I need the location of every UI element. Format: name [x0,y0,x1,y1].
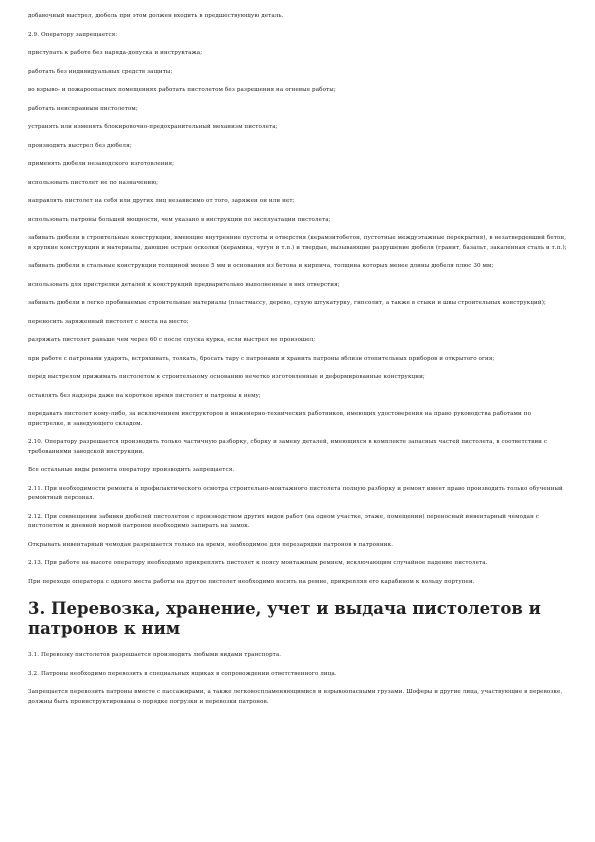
paragraph: перед выстрелом прижимать пистолетом к строительному основанию нечетко изготовленные и деформированные конструкции; [28,374,425,380]
section-3-heading: 3. Перевозка, хранение, учет и выдача пистолетов и патронов к ним [28,599,541,638]
paragraph: 2.12. При совмещении забивки дюбелей пистолетом с производством других видов работ (на одном участке, этаже, помещении) переносный инвентарный чемодан с пистолетом и дневной нормой патронов необходимо запирать на замок. [28,513,540,529]
paragraph: приступать к работе без наряда-допуска и инструктажа; [28,50,203,56]
paragraph: 2.13. При работе на высоте оператору необходимо прикреплять пистолет к поясу монтажным ремнем, исключающим случайное падение пистолета. [28,560,488,566]
paragraph: При переходе оператора с одного места работы на другое пистолет необходимо носить на ремне, прикрепляя его карабином к кольцу портупеи. [28,578,475,585]
paragraph: забивать дюбели в строительные конструкции, имеющие внутренние пустоты и отверстия (керамзитобетон, пустотные междуэтажные перекрытия), в незатвердевший бетон, в хрупкие конструкции и материалы, дающие острые осколки (керамика, чугун и т.п.) и твердые, вызывающие разрушение дюбеля (гранит, базальт, закаленная сталь и т.п.); [28,235,567,251]
paragraph: Запрещается перевозить патроны вместе с пассажирами, а также легковоспламеняющимися и взрывоопасными грузами. Шоферы и другие лица, участвующие в перевозке, должны быть проинструктированы о порядке погрузки и перевозки патронов. [28,689,563,705]
paragraph: добавочный выстрел, дюбель при этом должен входить в предшествующую деталь. [28,13,284,19]
paragraph: при работе с патронами ударять, встряхивать, толкать, бросать тару с патронами и хранить патроны вблизи отопительных приборов и открытого огня; [28,355,495,362]
paragraph: работать неисправным пистолетом; [28,105,138,112]
paragraph: забивать дюбели в стальные конструкции толщиной менее 5 мм и основания из бетона и кирпича, толщина которых менее длины дюбеля плюс 30 мм; [28,263,494,269]
paragraph: использовать для пристрелки деталей к конструкций предварительно выполненные в них отверстия; [28,281,340,288]
paragraph: Открывать инвентарный чемодан разрешается только на время, необходимое для перезарядки патронов в патронник. [28,541,394,548]
paragraph: 2.9. Оператору запрещается: [28,31,118,38]
paragraph: 3.2. Патроны необходимо перевозить в специальных ящиках в сопровождении ответственного лица. [28,670,337,677]
paragraph: забивать дюбели в легко пробиваемые строительные материалы (пластмассу, дерево, сухую штукатурку, гипсолит, а также в стыки и швы строительных конструкций); [28,300,546,306]
section-3-text [28,651,567,707]
paragraph: во взрыво- и пожароопасных помещениях работать пистолетом без разрешения на огневые работы; [28,87,336,93]
paragraph: работать без индивидуальных средств защиты; [28,68,173,75]
paragraph: передавать пистолет кому-либо, за исключением инструкторов и инженерно-технических работников, имеющих удостоверения на право руководства работами по пристрелке, и заведующего складом. [28,411,532,427]
section-2-text [28,12,567,587]
paragraph: направлять пистолет на себя или других лиц независимо от того, заряжен он или нет; [28,198,295,204]
paragraph: переносить заряженный пистолет с места на место; [28,318,189,325]
paragraph: оставлять без надзора даже на короткое время пистолет и патроны к нему; [28,392,261,399]
paragraph: использовать пистолет не по назначению; [28,179,159,186]
paragraph: применять дюбели незаводского изготовления; [28,161,175,167]
paragraph: 3.1. Перевозку пистолетов разрешается производить любыми видами транспорта. [28,652,282,658]
paragraph: 2.11. При необходимости ремонта и профилактического осмотра строительно-монтажного пистолета полную разборку и ремонт имеет право производить только обученный ремонтный персонал. [28,485,563,501]
paragraph: использовать патроны большей мощности, чем указано в инструкции по эксплуатации пистолета; [28,216,331,223]
paragraph: производить выстрел без дюбеля; [28,142,132,149]
paragraph: Все остальные виды ремонта оператору производить запрещается. [28,467,235,473]
paragraph: 2.10. Оператору разрешается производить только частичную разборку, сборку и замену деталей, имеющихся в комплекте запасных частей пистолета, в соответствии с требованиями заводской инструкции. [28,439,548,455]
paragraph: устранять или изменять блокировочно-предохранительный механизм пистолета; [28,124,278,130]
paragraph: разряжать пистолет раньше чем через 60 с после спуска курка, если выстрел не произошел; [28,337,316,343]
